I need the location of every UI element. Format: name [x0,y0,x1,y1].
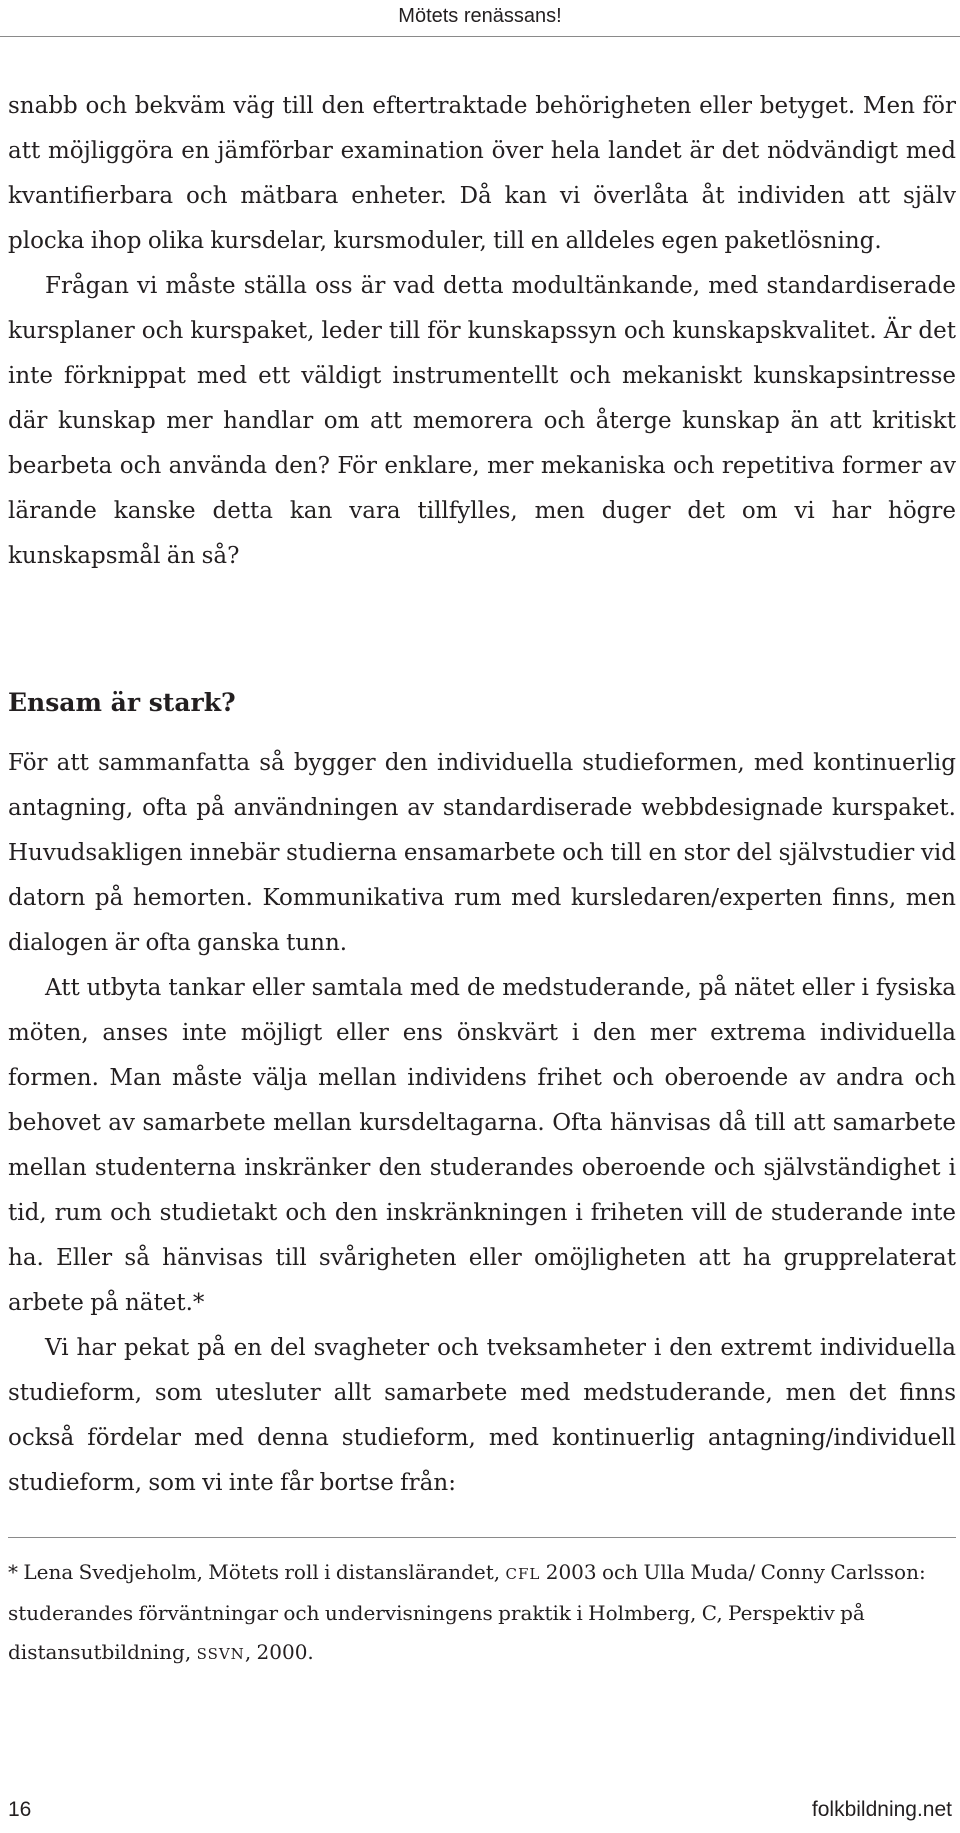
footnote-text: * Lena Svedjeholm, Mötets roll i distanslärandet, [8,1560,506,1584]
footnote-text: , 2000. [244,1640,314,1664]
running-title: Mötets renässans! [398,5,562,27]
footnote-abbreviation: SSVN [196,1645,245,1663]
paragraph: Frågan vi måste ställa oss är vad detta modultänkande, med standardiserade kursplaner och kurspaket, leder till för kunskapssyn och kunskapskvalitet. Är det inte förknippat med ett väldigt instrumentellt och mekaniskt kunskapsintresse där kunskap mer handlar om att memorera och återge kunskap än att kritiskt bearbeta och använda den? För enklare, mer mekaniska och repetitiva former av lärande kanske detta kan vara tillfylles, men duger det om vi har högre kunskapsmål än så? [8,273,956,569]
body-text-top [8,84,956,579]
footnote-text: 2003 och Ulla Muda/ Conny Carlsson: studerandes förväntningar och undervisningens praktik i Holmberg, C, Perspektiv på distansutbildning, [8,1560,926,1664]
running-header [0,0,960,37]
footnote-abbreviation: CFL [505,1565,541,1583]
paragraph: För att sammanfatta så bygger den individuella studieformen, med kontinuerlig antagning, ofta på användningen av standardiserade webbdesignade kurspaket. Huvudsakligen innebär studierna ensamarbete och till en stor del självstudier vid datorn på hemorten. Kommunikativa rum med kursledaren/experten finns, men dialogen är ofta ganska tunn. [8,750,956,956]
section-heading: Ensam är stark? [8,688,236,717]
paragraph: Att utbyta tankar eller samtala med de medstuderande, på nätet eller i fysiska möten, anses inte möjligt eller ens önskvärt i den mer extrema individuella formen. Man måste välja mellan individens frihet och oberoende av andra och behovet av samarbete mellan kursdeltagarna. Ofta hänvisas då till att samarbete mellan studenterna inskränker den studerandes oberoende och självständighet i tid, rum och studietakt och den inskränkningen i friheten vill de studerande inte ha. Eller så hänvisas till svårigheten eller omöjligheten att ha grupprelaterat arbete på nätet.* [8,975,956,1316]
footnote [8,1553,956,1674]
footnote-divider [8,1537,956,1538]
site-name: folkbildning.net [811,1798,952,1821]
page-number: 16 [8,1798,32,1821]
paragraph: snabb och bekväm väg till den eftertraktade behörigheten eller betyget. Men för att möjliggöra en jämförbar examination över hela landet är det nödvändigt med kvantifierbara och mätbara enheter. Då kan vi överlåta åt individen att själv plocka ihop olika kursdelar, kursmoduler, till en alldeles egen paketlösning. [8,93,956,254]
paragraph: Vi har pekat på en del svagheter och tveksamheter i den extremt individuella studieform, som utesluter allt samarbete med medstuderande, men det finns också fördelar med denna studieform, med kontinuerlig antagning/individuell studieform, som vi inte får bortse från: [8,1335,956,1496]
body-text-section [8,741,956,1506]
